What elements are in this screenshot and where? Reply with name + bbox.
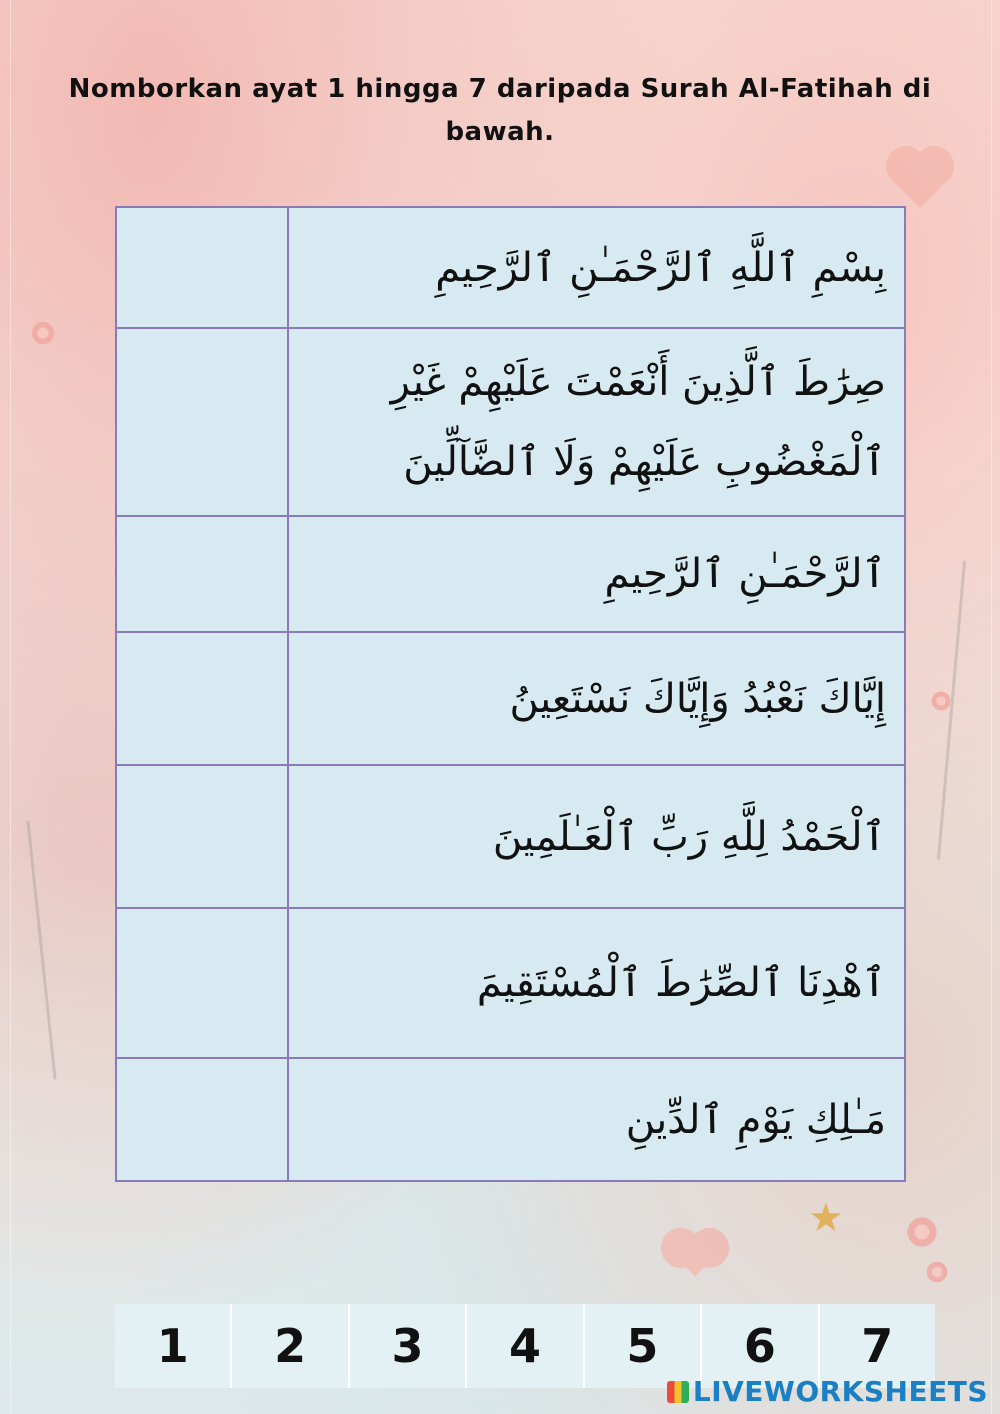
- answer-drop-box[interactable]: [116, 516, 288, 632]
- ayat-text: مَـٰلِكِ يَوْمِ ٱلدِّينِ: [288, 1058, 905, 1181]
- table-row: [116, 908, 905, 1058]
- draggable-number-6[interactable]: 6: [702, 1304, 819, 1388]
- draggable-number-1[interactable]: 1: [115, 1304, 232, 1388]
- answer-drop-box[interactable]: [116, 328, 288, 516]
- answer-drop-box[interactable]: [116, 765, 288, 908]
- draggable-number-3[interactable]: 3: [350, 1304, 467, 1388]
- ayat-text: ٱلْحَمْدُ لِلَّهِ رَبِّ ٱلْعَـٰلَمِينَ: [288, 765, 905, 908]
- flower-decoration-icon: [925, 1260, 949, 1284]
- ayat-text: ٱلرَّحْمَـٰنِ ٱلرَّحِيمِ: [288, 516, 905, 632]
- answer-drop-box[interactable]: [116, 1058, 288, 1181]
- table-row: [116, 516, 905, 632]
- flower-decoration-icon: [930, 690, 952, 712]
- star-decoration-icon: ★: [808, 1195, 844, 1241]
- liveworksheets-logo: [667, 1375, 988, 1408]
- table-row: [116, 632, 905, 765]
- answer-drop-box[interactable]: [116, 908, 288, 1058]
- brand-name: LIVEWORKSHEETS: [692, 1375, 988, 1408]
- ayat-table: [115, 206, 906, 1182]
- ayat-text: ٱهْدِنَا ٱلصِّرَٰطَ ٱلْمُسْتَقِيمَ: [288, 908, 905, 1058]
- flower-decoration-icon: [905, 1215, 939, 1249]
- answer-drop-box[interactable]: [116, 632, 288, 765]
- ayat-text: صِرَٰطَ ٱلَّذِينَ أَنْعَمْتَ عَلَيْهِمْ غَيْرِ ٱلْمَغْضُوبِ عَلَيْهِمْ وَلَا ٱلضَّآلِّينَ: [288, 328, 905, 516]
- draggable-number-5[interactable]: 5: [585, 1304, 702, 1388]
- draggable-number-2[interactable]: 2: [232, 1304, 349, 1388]
- worksheet-title: Nomborkan ayat 1 hingga 7 daripada Surah Al-Fatihah di bawah.: [68, 74, 932, 147]
- flower-decoration-icon: [30, 320, 56, 346]
- table-row: [116, 328, 905, 516]
- table-row: [116, 1058, 905, 1181]
- ayat-text: بِسْمِ ٱللَّهِ ٱلرَّحْمَـٰنِ ٱلرَّحِيمِ: [288, 207, 905, 328]
- liveworksheets-logo-icon: [667, 1381, 689, 1403]
- table-row: [116, 207, 905, 328]
- draggable-number-4[interactable]: 4: [467, 1304, 584, 1388]
- answer-drop-box[interactable]: [116, 207, 288, 328]
- draggable-number-7[interactable]: 7: [861, 1319, 894, 1373]
- table-row: [116, 765, 905, 908]
- ayat-text: إِيَّاكَ نَعْبُدُ وَإِيَّاكَ نَسْتَعِينُ: [288, 632, 905, 765]
